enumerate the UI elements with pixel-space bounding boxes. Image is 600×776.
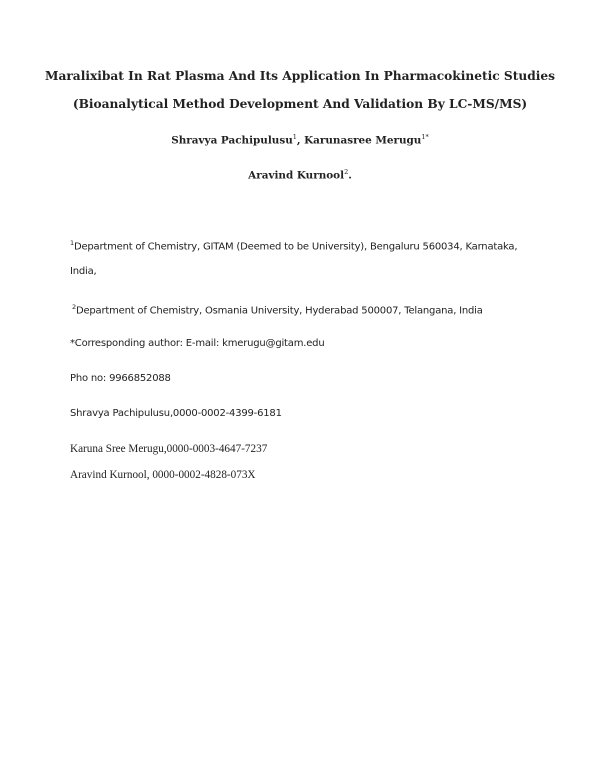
affiliation-1: [70, 239, 517, 252]
author-name: Shravya Pachipulusu: [171, 134, 293, 147]
author-separator: ,: [296, 134, 305, 147]
affiliation-mark: 1*: [421, 133, 429, 141]
orcid-line: Shravya Pachipulusu,0000-0002-4399-6181: [70, 408, 282, 419]
author-list: [0, 133, 600, 146]
affiliation-text: Department of Chemistry, Osmania University, Hyderabad 500007, Telangana, India: [75, 305, 483, 317]
affiliation-2: [72, 303, 483, 316]
author-trailer: .: [348, 169, 352, 182]
affiliation-mark: 1: [70, 239, 74, 247]
affiliation-1-continued: India,: [70, 266, 97, 277]
author-name: Karunasree Merugu: [304, 134, 422, 147]
affiliation-mark: 1: [292, 133, 297, 141]
author-list-second: [0, 168, 600, 181]
affiliation-mark: 2: [72, 303, 76, 311]
phone-number: Pho no: 9966852088: [70, 373, 171, 384]
orcid-line: Aravind Kurnool, 0000-0002-4828-073X: [70, 469, 256, 481]
author-name: Aravind Kurnool: [248, 169, 345, 182]
orcid-line: Karuna Sree Merugu,0000-0003-4647-7237: [70, 443, 268, 455]
corresponding-author: *Corresponding author: E-mail: kmerugu@gitam.edu: [70, 338, 325, 349]
paper-title-line-2: (Bioanalytical Method Development And Validation By LC-MS/MS): [72, 97, 528, 111]
affiliation-mark: 2: [344, 168, 349, 176]
affiliation-text: Department of Chemistry, GITAM (Deemed to be University), Bengaluru 560034, Karnataka,: [73, 241, 518, 253]
paper-title-line-1: Maralixibat In Rat Plasma And Its Application In Pharmacokinetic Studies: [45, 69, 555, 83]
